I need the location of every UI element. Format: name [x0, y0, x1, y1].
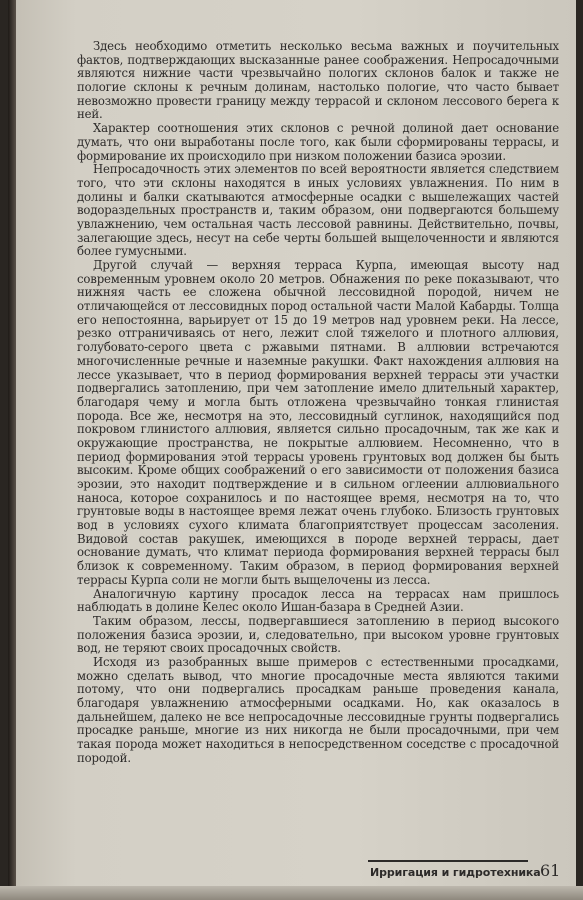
- book-page: [8, 0, 576, 900]
- page-binding-shadow: [8, 0, 16, 900]
- page-bottom-edge: [0, 886, 583, 900]
- paragraph: Другой случай — верхняя терраса Курпа, имеющая высоту над современным уровнем около 20 метров. Обнажения по реке показывают, что нижняя часть ее сложена обычной лессовидной породой, ничем не отличающейся от лессовидных пород остальной части Малой Кабарды. Толща его непостоянна, варьирует от 15 до 19 метров над уровнем реки. На лессе, резко отграничиваясь от него, лежит слой тяжелого и плотного аллювия, голубовато-серого цвета с ржавыми пятнами. В аллювии встречаются многочисленные речные и наземные ракушки. Факт нахождения аллювия на лессе указывает, что в период формирования верхней террасы эти участки подвергались затоплению, при чем затопление имело длительный характер, благодаря чему и могла быть отложена чрезвычайно тонкая глинистая порода. Все же, несмотря на это, лессовидный суглинок, находящийся под покровом глинистого аллювия, является сильно просадочным, так же как и окружающие пространства, не покрытые аллювием. Несомненно, что в период формирования этой террасы уровень грунтовых вод должен бы быть высоким. Кроме общих соображений о его зависимости от положения базиса эрозии, это находит подтверждение и в сильном оглеении аллювиального наноса, которое сохранилось и по настоящее время, несмотря на то, что грунтовые воды в настоящее время лежат очень глубоко. Близость грунтовых вод в условиях сухого климата благоприятствует процессам засоления. Видовой состав ракушек, имеющихся в породе верхней террасы, дает основание думать, что климат периода формирования верхней террасы был близок к современному. Таким образом, в период формирования верхней террасы Курпа соли не могли быть выщелочены из лесса.: [77, 258, 559, 587]
- paragraph: Таким образом, лессы, подвергавшиеся затоплению в период высокого положения базиса эрозии, и, следовательно, при высоком уровне грунтовых вод, не теряют своих просадочных свойств.: [77, 613, 559, 656]
- paragraph: Здесь необходимо отметить несколько весьма важных и поучительных фактов, подтверждающих высказанные ранее соображения. Непросадочными являются нижние части чрезвычайно пологих склонов балок и также не пологие склоны к речным долинам, настолько пологие, что часто бывает невозможно провести границу между террасой и склоном лессового берега к ней.: [77, 39, 559, 122]
- paragraph: Характер соотношения этих склонов с речной долиной дает основание думать, что они выработаны после того, как были сформированы террасы, и формирование их происходило при низком положении базиса эрозии.: [77, 121, 559, 163]
- paragraph: Аналогичную картину просадок лесса на террасах нам пришлось наблюдать в долине Келес около Ишан-базара в Средней Азии.: [77, 586, 559, 615]
- paragraph: Исходя из разобранных выше примеров с естественными просадками, можно сделать вывод, что многие просадочные места являются такими потому, что они подвергались просадкам раньше проведения канала, благодаря увлажнению атмосферными осадками. Но, как оказалось в дальнейшем, далеко не все непросадочные лессовидные грунты подвергались просадке раньше, многие из них никогда не были просадочными, при чем такая порода может находиться в непосредственном соседстве с просадочной породой.: [77, 654, 559, 765]
- page-number: 61: [540, 861, 561, 880]
- article-body: [77, 40, 559, 765]
- paragraph: Непросадочность этих элементов по всей вероятности является следствием того, что эти склоны находятся в иных условиях увлажнения. По ним в долины и балки скатываются атмосферные осадки с вышележащих частей водораздельных пространств и, таким образом, они подвергаются большему увлажнению, чем остальная часть лессовой равнины. Действительно, почвы, залегающие здесь, несут на себе черты большей выщелоченности и являются более гумусными.: [77, 162, 559, 259]
- running-footer-journal-title: Ирригация и гидротехника: [370, 866, 541, 879]
- footer-rule: [368, 860, 528, 862]
